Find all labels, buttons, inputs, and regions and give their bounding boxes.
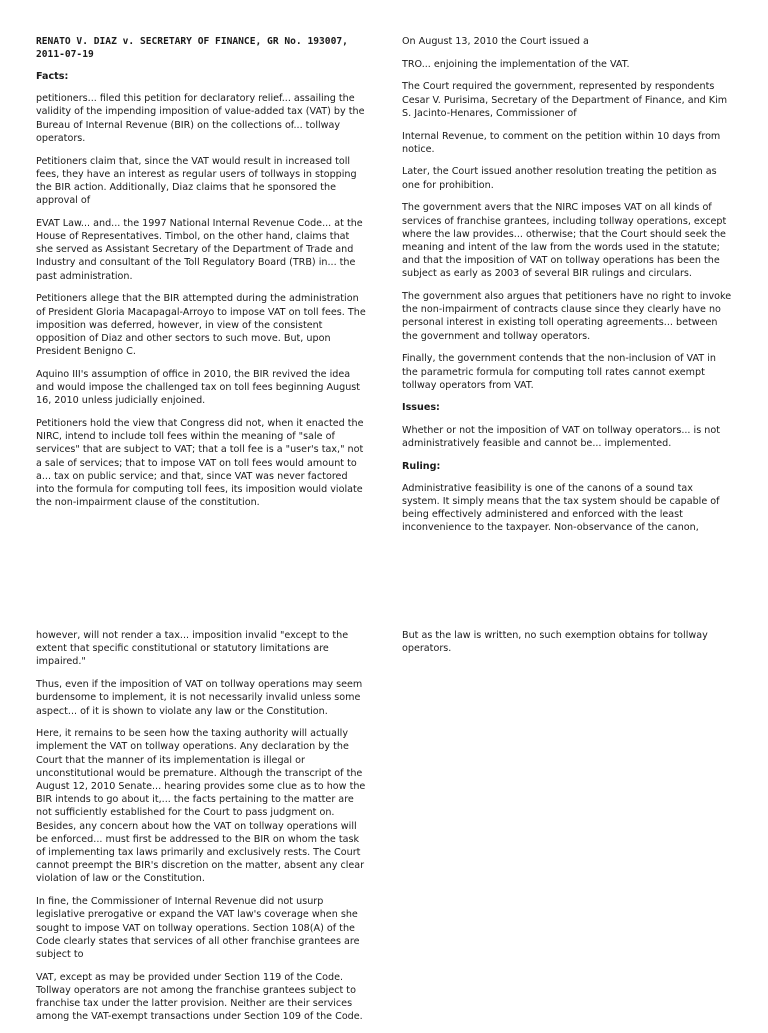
paragraph: But as the law is written, no such exemption obtains for tollway operators. [402,630,708,655]
case-title: RENATO V. DIAZ v. SECRETARY OF FINANCE, GR No. 193007, 2011-07-19 [36,36,348,60]
paragraph: TRO... enjoining the implementation of the VAT. [402,58,630,70]
paragraph: Here, it remains to be seen how the taxing authority will actually implement the VAT on tollway operations. Any declaration by the Court that the manner of its implementation is illegal or unconstitutional would be premature. Although the transcript of the August 12, 2010 Senate... hearing provides some clue as to how the BIR intends to go about it,... the facts pertaining to the matter are not sufficiently established for the Court to pass judgment on. Besides, any concern about how the VAT on tollway operations will be enforced... must first be addressed to the BIR on whom the task of implementing tax laws primarily and exclusively rests. The Court cannot preempt the BIR's discretion on the matter, absent any clear violation of law or the Constitution. [36,728,366,885]
page-1-left-column [36,35,366,519]
paragraph: EVAT Law... and... the 1997 National Internal Revenue Code... at the House of Representatives. Timbol, on the other hand, claims that she served as Assistant Secretary of the Department of Trade and Industry and consultant of the Toll Regulatory Board (TRB) in... the past administration. [36,217,363,282]
paragraph: On August 13, 2010 the Court issued a [402,36,589,47]
paragraph: Internal Revenue, to comment on the petition within 10 days from notice. [402,130,721,155]
document-page-2 [0,624,768,1024]
paragraph: Whether or not the imposition of VAT on tollway operators... is not administratively feasible and cannot be... implemented. [402,424,720,449]
paragraph: Thus, even if the imposition of VAT on tollway operations may seem burdensome to implement, it is not necessarily invalid unless some aspect... of it is shown to violate any law or the Constitution. [36,679,363,717]
paragraph: The Court required the government, represented by respondents Cesar V. Purisima, Secretary of the Department of Finance, and Kim S. Jacinto-Henares, Commissioner of [402,81,728,119]
paragraph: Finally, the government contends that the non-inclusion of VAT in the parametric formula for computing toll rates cannot exempt tollway operators from VAT. [402,353,716,391]
paragraph: Aquino III's assumption of office in 2010, the BIR revived the idea and would impose the challenged tax on toll fees beginning August 16, 2010 unless judicially enjoined. [36,368,361,407]
page-2-right-column [402,629,732,665]
paragraph: In fine, the Commissioner of Internal Revenue did not usurp legislative prerogative or expand the VAT law's coverage when she sought to impose VAT on tollway operations. Section 108(A) of the Code clearly states that services of all other franchise grantees are subject to [36,896,360,960]
paragraph: The government avers that the NIRC imposes VAT on all kinds of services of franchise grantees, including tollway operations, except where the law provides... otherwise; that the Court should seek the meaning and intent of the law from the words used in the statute; and that the imposition of VAT on tollway operations has been the subject as early as 2003 of several BIR rulings and circulars. [402,202,727,280]
paragraph: The government also argues that petitioners have no right to invoke the non-impairment of contracts clause since they clearly have no personal interest in existing toll operating agreements... between the government and tollway operators. [402,291,732,342]
paragraph: Petitioners claim that, since the VAT would result in increased toll fees, they have an interest as regular users of tollways in stopping the BIR action. Additionally, Diaz claims that he sponsored the approval of [36,155,357,207]
paragraph: Administrative feasibility is one of the canons of a sound tax system. It simply means that the tax system should be capable of being effectively administered and enforced with the least inconvenience to the taxpayer. Non-observance of the canon, [402,482,720,534]
paragraph: VAT, except as may be provided under Section 119 of the Code. Tollway operators are not among the franchise grantees subject to franchise tax under the latter provision. Neither are their services among the VAT-exempt transactions under Section 109 of the Code. [36,971,363,1023]
paragraph: Petitioners allege that the BIR attempted during the administration of President Gloria Macapagal-Arroyo to impose VAT on toll fees. The imposition was deferred, however, in view of the consistent opposition of Diaz and other sectors to such move. But, upon President Benigno C. [36,293,366,358]
paragraph: Later, the Court issued another resolution treating the petition as one for prohibition. [402,166,717,191]
ruling-heading: Ruling: [402,460,441,472]
page-1-right-column [402,35,732,544]
facts-heading: Facts: [36,71,69,82]
issues-heading: Issues: [402,402,440,414]
paragraph: however, will not render a tax... imposition invalid "except to the extent that specific constitutional or statutory limitations are impaired." [36,630,349,668]
paragraph: Petitioners hold the view that Congress did not, when it enacted the NIRC, intend to include toll fees within the meaning of "sale of services" that are subject to VAT; that a toll fee is a "user's tax," not a sale of services; that to impose VAT on toll fees would amount to a... tax on public service; and that, since VAT was never factored into the formula for computing toll fees, its imposition would violate the non-impairment clause of the constitution. [36,417,364,509]
paragraph: petitioners... filed this petition for declaratory relief... assailing the validity of the impending imposition of value-added tax (VAT) by the Bureau of Internal Revenue (BIR) on the collections of... tollway operators. [36,93,365,144]
page-2-left-column [36,629,366,1033]
